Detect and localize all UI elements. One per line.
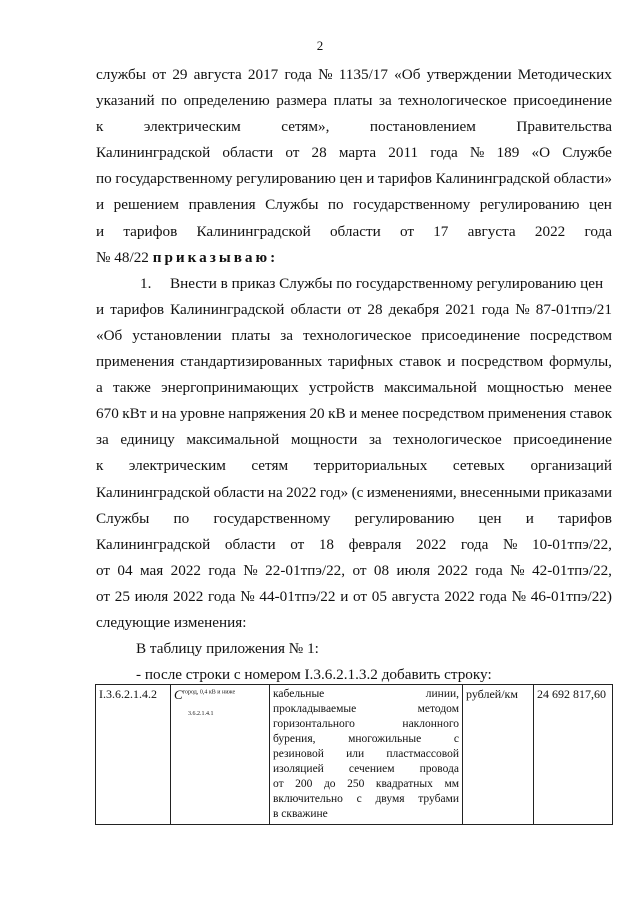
description-line — [273, 792, 459, 807]
word: Калининградской — [196, 222, 311, 240]
word: за — [379, 92, 392, 110]
word: 2017 — [247, 66, 279, 83]
word: государственному — [115, 170, 233, 188]
unit-cell: рублей/км — [463, 685, 534, 825]
word: регулированию — [479, 196, 580, 214]
word: 05 — [371, 587, 387, 605]
text-line — [96, 558, 612, 584]
word: менее — [573, 379, 612, 397]
word: 20 — [309, 405, 325, 423]
word: от — [96, 587, 111, 605]
word: и — [525, 509, 534, 527]
word: изменениями, — [366, 483, 457, 501]
description-line — [273, 777, 459, 792]
text-line — [96, 375, 612, 401]
word: и — [149, 405, 159, 423]
word: электрическим — [128, 457, 226, 475]
word: тарифов — [110, 300, 165, 318]
word: технологическое — [398, 92, 507, 110]
word: территориальных — [313, 457, 428, 475]
rate-symbol-superscript: город, 0,4 кВ и ниже — [182, 689, 236, 696]
word: Калининградской — [96, 144, 211, 162]
word: методом — [417, 703, 459, 715]
word: «Об — [394, 66, 421, 83]
word: 46-01тпэ/22) — [530, 587, 612, 605]
word: 25 — [114, 587, 130, 605]
word: по — [173, 509, 190, 527]
word: формулы, — [549, 353, 612, 371]
word: 2022 — [437, 561, 468, 579]
text-line — [96, 114, 612, 140]
word: 2022 — [534, 222, 566, 240]
word: № — [469, 144, 485, 162]
word: года — [208, 587, 236, 605]
word: кВт — [122, 405, 147, 423]
word: и — [447, 353, 456, 371]
page-number: 2 — [316, 38, 324, 53]
description-line — [273, 762, 459, 777]
word: и — [366, 170, 375, 188]
text-line — [96, 532, 612, 558]
word: области — [213, 483, 265, 501]
word: 200 — [295, 778, 313, 790]
word: двумя — [375, 793, 405, 805]
word: года — [479, 587, 507, 605]
description-line — [273, 702, 459, 717]
word: Калининградской — [435, 170, 550, 188]
word: максимальной — [186, 431, 280, 449]
word: года — [284, 66, 312, 83]
text-line — [96, 62, 612, 88]
word: пластмассовой — [386, 748, 459, 760]
word: области — [222, 144, 274, 162]
word: энергопринимающих — [161, 379, 299, 397]
word: технологическое — [302, 326, 412, 344]
word: 2022 — [444, 587, 475, 605]
word: трубами — [418, 793, 459, 805]
word: с — [356, 793, 362, 805]
word: 2022 — [170, 561, 201, 579]
word: № — [510, 561, 525, 579]
word: области — [329, 222, 381, 240]
rate-symbol: $C^{город, 0,4 кВ и ниже}$ — [174, 687, 236, 702]
text-line — [96, 88, 612, 114]
word: на — [161, 405, 177, 423]
word: июля — [134, 587, 169, 605]
word: напряжения — [228, 405, 306, 423]
text-line: следующие изменения: — [96, 613, 247, 631]
word: многожильные — [348, 733, 422, 745]
word: (с — [351, 483, 364, 501]
word: определению — [183, 92, 270, 110]
word: 2022 — [415, 535, 447, 553]
word: регулированию — [236, 170, 336, 188]
word: постановлением — [369, 118, 476, 136]
word: мая — [140, 561, 164, 579]
word: государственному — [213, 509, 331, 527]
text-line — [96, 192, 612, 218]
word: указаний — [96, 92, 155, 110]
word: присоединение — [421, 326, 520, 344]
formula-symbol-cell — [171, 685, 270, 825]
word: по — [161, 92, 177, 110]
table-row — [96, 685, 613, 825]
word: № — [243, 561, 258, 579]
word: единицу — [120, 431, 175, 449]
word: электрическим — [143, 118, 241, 136]
word: года — [460, 535, 489, 553]
word: года — [208, 561, 236, 579]
word: 29 — [172, 66, 188, 83]
word: ставок — [399, 353, 442, 371]
word: от — [285, 144, 300, 162]
word: и — [340, 587, 349, 605]
word: «О — [531, 144, 551, 162]
word: цен — [478, 509, 502, 527]
word: Калининградской — [96, 535, 211, 553]
word: 44-01тпэ/22 — [259, 587, 336, 605]
word: мм — [444, 778, 459, 790]
word: от — [273, 778, 284, 790]
word: к — [96, 118, 104, 136]
word: горизонтального — [273, 718, 355, 730]
word: тарифов — [123, 222, 178, 240]
word: с — [453, 733, 459, 745]
word: № — [240, 587, 255, 605]
word: 2011 — [388, 144, 419, 162]
word: от — [399, 222, 414, 240]
word: приказами — [543, 483, 612, 501]
word: 189 — [496, 144, 520, 162]
word: августа — [193, 66, 242, 83]
word: установлении — [132, 326, 222, 344]
word: 670 — [96, 405, 119, 423]
word: и — [96, 300, 105, 318]
word: цен — [339, 170, 363, 188]
word: 22-01тпэ/22, — [265, 561, 346, 579]
word: устройств — [308, 379, 374, 397]
word: ставок — [569, 405, 612, 423]
word: от — [347, 300, 362, 318]
word: года — [430, 144, 458, 162]
word: 28 — [367, 300, 383, 318]
word: присоединение — [513, 431, 612, 449]
text-line — [96, 480, 612, 506]
description-line — [273, 747, 459, 762]
word: сетям — [251, 457, 289, 475]
word: от — [152, 66, 167, 83]
word: от — [290, 535, 305, 553]
word: за — [96, 431, 109, 449]
order-keyword: приказываю: — [152, 248, 279, 266]
word: тарифов — [378, 170, 432, 188]
word: Методических — [517, 66, 612, 83]
description-line — [273, 807, 459, 822]
word: и — [96, 196, 105, 214]
word: цен — [588, 196, 612, 214]
word: посредством — [529, 326, 612, 344]
word: 17 — [433, 222, 449, 240]
text-line — [96, 271, 612, 297]
word: сетям», — [281, 118, 330, 136]
word: посредством — [461, 353, 544, 371]
word: 87-01тпэ/21 — [535, 300, 612, 318]
value-cell: 24 692 817,60 — [534, 685, 613, 825]
word: утверждении — [426, 66, 512, 83]
word: или — [346, 748, 365, 760]
word: наклонного — [402, 718, 459, 730]
word: декабря — [388, 300, 440, 318]
word: 2022 — [172, 587, 204, 605]
word: и — [349, 405, 358, 423]
word: а — [96, 379, 103, 397]
word: год» — [319, 483, 349, 501]
word: кабельные — [273, 688, 325, 700]
word: посредством — [402, 405, 485, 423]
word: изоляцией — [273, 763, 324, 775]
word: правления — [188, 196, 256, 214]
word: Калининградской — [96, 483, 211, 501]
word: года — [481, 300, 510, 318]
word: технологическое — [393, 431, 502, 449]
word: по — [327, 196, 344, 214]
word: 18 — [318, 535, 334, 553]
word: и — [96, 222, 105, 240]
word: менее — [360, 405, 399, 423]
text-line — [96, 166, 612, 192]
text-line — [96, 245, 612, 271]
text-line — [96, 453, 612, 479]
text-line — [96, 427, 612, 453]
word: стандартизированных — [180, 353, 323, 371]
word: марта — [338, 144, 377, 162]
word: включительно — [273, 793, 343, 805]
item-text: Внести в приказ Службы по государственному регулированию цен — [170, 274, 604, 292]
word: Службы — [265, 196, 319, 214]
word: года — [584, 222, 612, 240]
word: 2022 — [286, 483, 317, 501]
word: 250 — [347, 778, 365, 790]
word: 28 — [311, 144, 327, 162]
row-code-cell: I.3.6.2.1.4.2 — [96, 685, 171, 825]
word: в скважине — [273, 808, 328, 820]
word: Службы — [96, 509, 150, 527]
word: внесенными — [460, 483, 541, 501]
word: государственному — [353, 196, 471, 214]
word: присоединение — [513, 92, 612, 110]
word: № — [511, 587, 527, 605]
word: резиновой — [273, 748, 324, 760]
word: применения — [96, 353, 175, 371]
word: февраля — [348, 535, 402, 553]
word: на — [267, 483, 283, 501]
word: платы — [231, 326, 271, 344]
word: 2021 — [445, 300, 476, 318]
word: квадратных — [375, 778, 433, 790]
word: до — [323, 778, 336, 790]
word: применения — [487, 405, 567, 423]
text-line — [96, 219, 612, 245]
word: также — [112, 379, 151, 397]
item-number: 1. — [140, 274, 152, 292]
word: года — [475, 561, 503, 579]
word: кВ — [328, 405, 346, 423]
text-line — [96, 140, 612, 166]
word: сечением — [348, 763, 395, 775]
word: регулированию — [354, 509, 455, 527]
word: Калининградской — [170, 300, 285, 318]
text-line — [96, 401, 612, 427]
word: прокладываемые — [273, 703, 357, 715]
word: линии, — [425, 688, 459, 700]
word: к — [96, 457, 104, 475]
word: мощности — [290, 431, 358, 449]
tariff-table — [95, 684, 613, 825]
word: 08 — [373, 561, 390, 579]
text-line — [96, 584, 612, 610]
word: от — [96, 561, 111, 579]
description-line — [273, 732, 459, 747]
word: июля — [396, 561, 431, 579]
description-cell — [270, 685, 463, 825]
text-line — [96, 297, 612, 323]
text-line — [96, 323, 612, 349]
word: 10-01тпэ/22, — [532, 535, 612, 553]
word: по — [96, 170, 112, 188]
word: платы — [333, 92, 373, 110]
rate-symbol-subscript: 3.6.2.1.4.1 — [188, 711, 214, 718]
word: № — [318, 66, 333, 83]
word: провода — [419, 763, 459, 775]
order-number: № 48/22 — [96, 248, 153, 266]
order-body-text — [96, 62, 612, 688]
word: от — [353, 587, 368, 605]
word: за — [368, 431, 382, 449]
word: Правительства — [516, 118, 612, 136]
text-line — [96, 349, 612, 375]
word: № — [515, 300, 530, 318]
word: максимальной — [384, 379, 477, 397]
word: 42-01тпэ/22, — [532, 561, 612, 579]
text-line: - после строки с номером I.3.6.2.1.3.2 добавить строку: — [136, 666, 492, 684]
word: августа — [467, 222, 516, 240]
word: сетевых — [452, 457, 505, 475]
word: уровне — [179, 405, 225, 423]
word: тарифных — [328, 353, 394, 371]
text-line — [96, 506, 612, 532]
word: Службе — [562, 144, 612, 162]
word: мощностью — [487, 379, 564, 397]
word: 1135/17 — [338, 66, 388, 83]
word: решением — [113, 196, 180, 214]
word: «Об — [96, 326, 123, 344]
word: размера — [276, 92, 328, 110]
word: организаций — [530, 457, 612, 475]
description-line — [273, 717, 459, 732]
word: № — [502, 535, 518, 553]
word: бурения, — [273, 733, 316, 745]
word: области — [224, 535, 276, 553]
word: августа — [391, 587, 440, 605]
description-line — [273, 687, 459, 702]
word: 04 — [117, 561, 133, 579]
word: области» — [553, 170, 612, 188]
word: тарифов — [558, 509, 612, 527]
word: от — [352, 561, 367, 579]
word: области — [290, 300, 342, 318]
word: за — [280, 326, 294, 344]
text-line: В таблицу приложения № 1: — [136, 640, 319, 658]
word: службы — [96, 66, 146, 83]
